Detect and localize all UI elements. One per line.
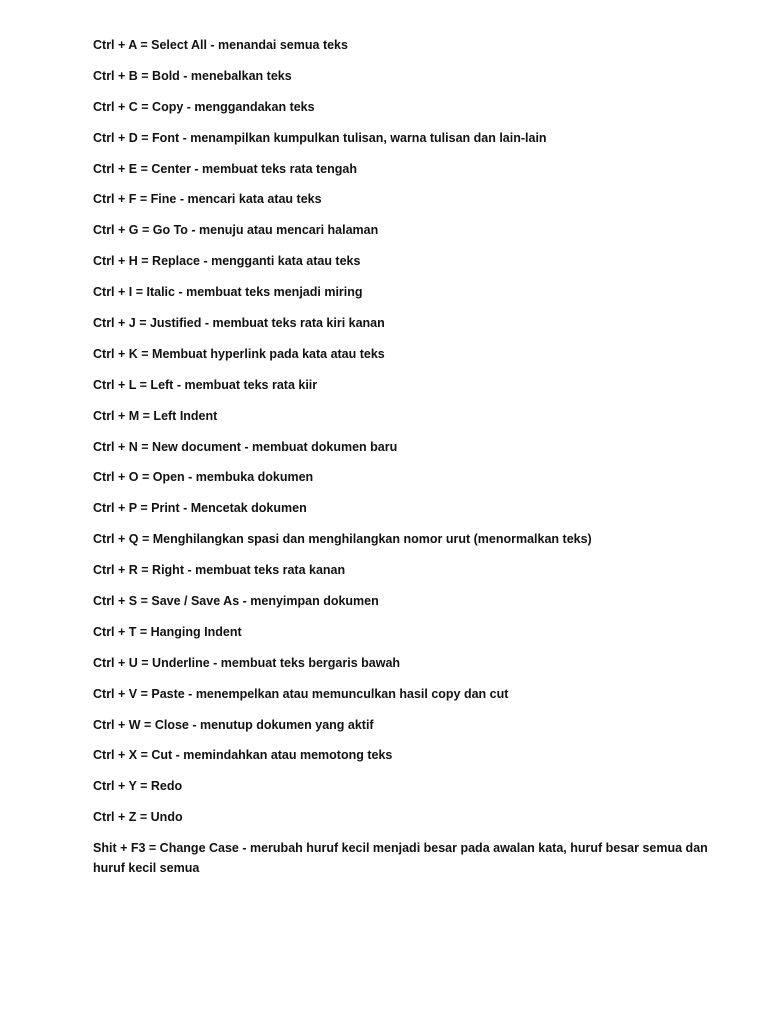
shortcut-item: Ctrl + W = Close - menutup dokumen yang aktif	[93, 717, 374, 732]
shortcut-item: Ctrl + T = Hanging Indent	[93, 624, 242, 639]
shortcut-item: Ctrl + X = Cut - memindahkan atau memotong teks	[93, 748, 393, 763]
shortcut-item: Ctrl + K = Membuat hyperlink pada kata atau teks	[93, 346, 385, 361]
shortcut-item: Shit + F3 = Change Case - merubah huruf kecil menjadi besar pada awalan kata, huruf besar semua dan huruf kecil semua	[93, 841, 708, 875]
shortcut-item: Ctrl + Q = Menghilangkan spasi dan menghilangkan nomor urut (menormalkan teks)	[93, 532, 592, 547]
shortcut-item: Ctrl + Z = Undo	[93, 810, 183, 825]
shortcut-item: Ctrl + R = Right - membuat teks rata kanan	[93, 563, 346, 578]
shortcut-item: Ctrl + N = New document - membuat dokumen baru	[93, 439, 398, 454]
shortcut-list	[93, 36, 713, 878]
shortcut-item: Ctrl + V = Paste - menempelkan atau memunculkan hasil copy dan cut	[93, 686, 509, 701]
shortcut-item: Ctrl + D = Font - menampilkan kumpulkan tulisan, warna tulisan dan lain-lain	[93, 130, 547, 145]
shortcut-item: Ctrl + C = Copy - menggandakan teks	[93, 99, 315, 114]
shortcut-item: Ctrl + Y = Redo	[93, 779, 183, 794]
shortcut-item: Ctrl + F = Fine - mencari kata atau teks	[93, 192, 322, 207]
shortcut-item: Ctrl + S = Save / Save As - menyimpan dokumen	[93, 594, 379, 609]
shortcut-item: Ctrl + B = Bold - menebalkan teks	[93, 68, 292, 83]
shortcut-item: Ctrl + P = Print - Mencetak dokumen	[93, 501, 307, 516]
shortcut-item: Ctrl + M = Left Indent	[93, 408, 218, 423]
shortcut-item: Ctrl + A = Select All - menandai semua teks	[93, 38, 348, 52]
document-page	[93, 36, 713, 890]
shortcut-item: Ctrl + I = Italic - membuat teks menjadi miring	[93, 285, 363, 300]
shortcut-item: Ctrl + H = Replace - mengganti kata atau teks	[93, 254, 361, 269]
shortcut-item: Ctrl + U = Underline - membuat teks bergaris bawah	[93, 655, 401, 670]
shortcut-item: Ctrl + O = Open - membuka dokumen	[93, 470, 314, 485]
shortcut-item: Ctrl + J = Justified - membuat teks rata kiri kanan	[93, 316, 385, 331]
shortcut-item: Ctrl + E = Center - membuat teks rata tengah	[93, 161, 357, 176]
shortcut-item: Ctrl + G = Go To - menuju atau mencari halaman	[93, 223, 379, 238]
shortcut-item: Ctrl + L = Left - membuat teks rata kiir	[93, 377, 318, 392]
